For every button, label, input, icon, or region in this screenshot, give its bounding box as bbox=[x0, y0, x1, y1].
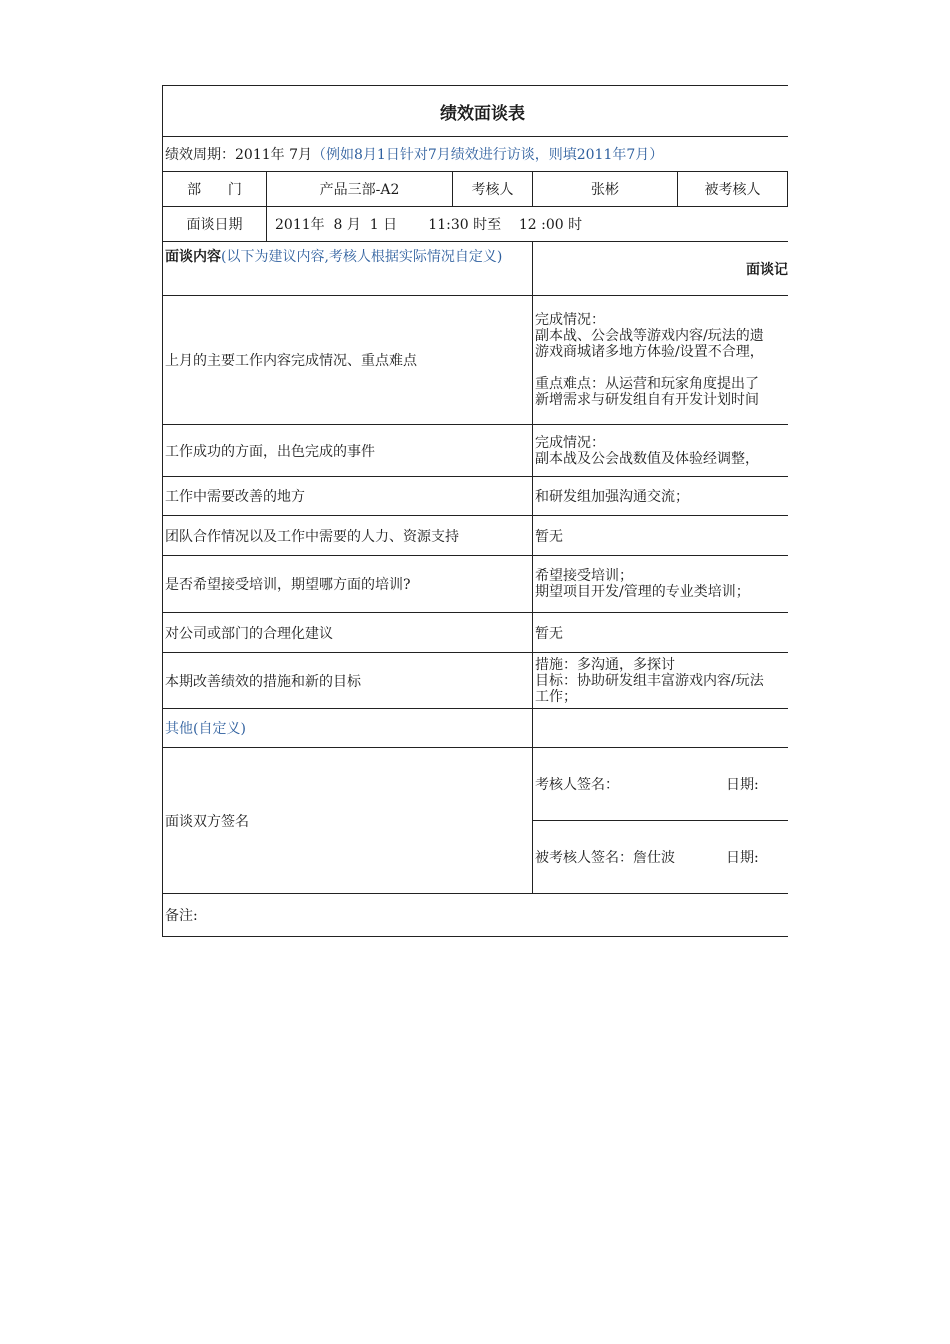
other-label: 其他(自定义) bbox=[162, 708, 533, 748]
remark-row[interactable]: 备注: bbox=[162, 893, 788, 937]
date-label: 面谈日期 bbox=[162, 206, 267, 242]
reviewer-date-label: 日期: bbox=[726, 777, 759, 793]
content-header-bold: 面谈内容 bbox=[165, 249, 221, 265]
date-value[interactable]: 2011年 8 月 1 日 11:30 时至 12 :00 时 bbox=[266, 206, 788, 242]
training-record[interactable] bbox=[532, 555, 788, 613]
record-line: 措施：多沟通，多探讨 bbox=[535, 656, 675, 673]
main-work-record[interactable] bbox=[532, 295, 788, 425]
dept-value[interactable]: 产品三部-A2 bbox=[266, 171, 453, 207]
record-line: 工作； bbox=[535, 688, 577, 705]
success-record[interactable] bbox=[532, 424, 788, 477]
record-line: 副本战、公会战等游戏内容/玩法的遗 bbox=[535, 328, 764, 344]
period-row bbox=[162, 136, 788, 172]
suggest-record[interactable]: 暂无 bbox=[532, 612, 788, 653]
main-work-label: 上月的主要工作内容完成情况、重点难点 bbox=[162, 295, 533, 425]
record-line: 完成情况： bbox=[535, 434, 605, 451]
period-label: 绩效周期：2011年 7月 bbox=[165, 147, 312, 163]
sign-label: 面谈双方签名 bbox=[162, 747, 533, 894]
team-record[interactable]: 暂无 bbox=[532, 515, 788, 556]
reviewee-date-label: 日期: bbox=[726, 850, 759, 866]
reviewer-label: 考核人 bbox=[452, 171, 533, 207]
form-title: 绩效面谈表 bbox=[162, 85, 788, 137]
reviewee-label: 被考核人 bbox=[677, 171, 788, 207]
record-line: 完成情况： bbox=[535, 312, 605, 328]
measures-label: 本期改善绩效的措施和新的目标 bbox=[162, 652, 533, 709]
record-line: 副本战及公会战数值及体验经调整， bbox=[535, 450, 759, 467]
reviewer-sign-label: 考核人签名： bbox=[535, 777, 619, 793]
training-label: 是否希望接受培训，期望哪方面的培训? bbox=[162, 555, 533, 613]
content-header bbox=[162, 241, 533, 296]
appraisal-form bbox=[162, 85, 788, 937]
reviewer-value[interactable]: 张彬 bbox=[532, 171, 678, 207]
improve-record[interactable]: 和研发组加强沟通交流； bbox=[532, 476, 788, 516]
reviewee-sign-label: 被考核人签名：詹仕波 bbox=[535, 850, 675, 866]
spacer bbox=[535, 360, 788, 376]
record-line: 游戏商城诸多地方体验/设置不合理， bbox=[535, 344, 764, 360]
improve-label: 工作中需要改善的地方 bbox=[162, 476, 533, 516]
record-line: 目标：协助研发组丰富游戏内容/玩法 bbox=[535, 672, 764, 689]
measures-record[interactable] bbox=[532, 652, 788, 709]
other-record[interactable] bbox=[532, 708, 788, 748]
record-header: 面谈记 bbox=[532, 241, 788, 296]
record-line: 期望项目开发/管理的专业类培训； bbox=[535, 584, 750, 600]
success-label: 工作成功的方面，出色完成的事件 bbox=[162, 424, 533, 477]
suggest-label: 对公司或部门的合理化建议 bbox=[162, 612, 533, 653]
reviewer-sign-cell[interactable] bbox=[532, 747, 788, 821]
record-line: 重点难点：从运营和玩家角度提出了 bbox=[535, 376, 759, 392]
period-hint: （例如8月1日针对7月绩效进行访谈，则填2011年7月） bbox=[312, 147, 664, 163]
reviewee-sign-cell[interactable] bbox=[532, 820, 788, 894]
record-line: 新增需求与研发组自有开发计划时间 bbox=[535, 392, 759, 408]
content-header-hint: (以下为建议内容,考核人根据实际情况自定义) bbox=[221, 249, 503, 265]
record-line: 希望接受培训； bbox=[535, 568, 633, 584]
dept-label: 部 门 bbox=[162, 171, 267, 207]
team-label: 团队合作情况以及工作中需要的人力、资源支持 bbox=[162, 515, 533, 556]
